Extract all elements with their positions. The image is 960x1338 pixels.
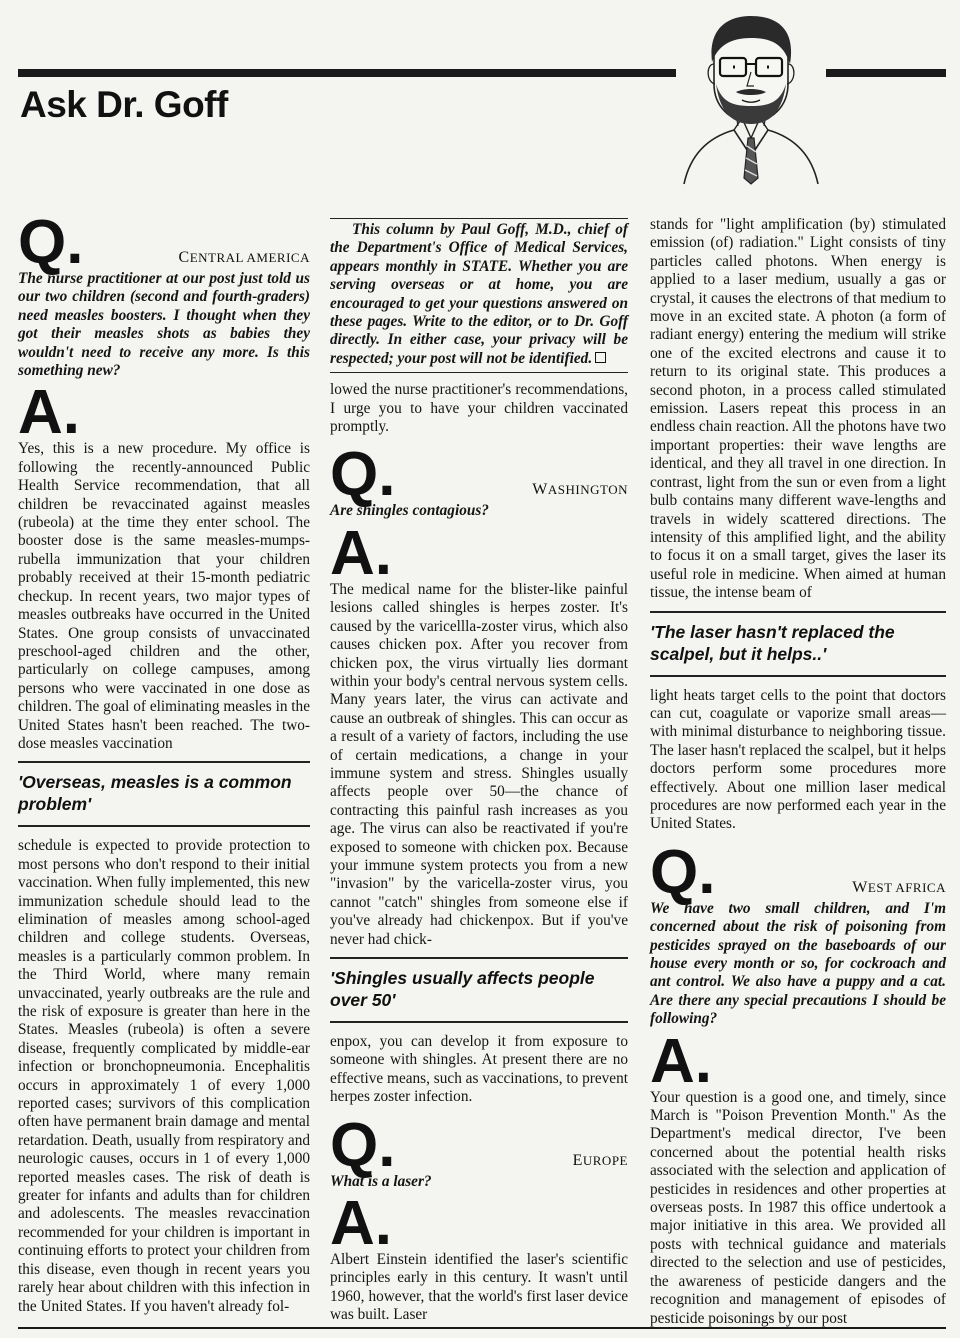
answer-text: The medical name for the blister-like painful lesions called shingles is herpes zoster. It's caused by the varicellla-zoster virus, which also causes chicken pox. After you recover from chicken pox, the virus virtually lies dormant within your body's central nervous system cells. Many years later, the virus can activate and cause an outbreak of shingles. This can occur as a result of a variety of factors, including the use of certain medications, a change in your immune system and stress. Shingles usually affects people over 50—the chance of contracting this painful rash increases as you age. The virus can also be reactivated if you're exposed to someone with chicken pox. Because your immune system protects you from a new "invasion" by the varicella-zoster virus, you cannot "catch" shingles from someone else if you've already had chickenpox. But if you've never had chick-	[330, 580, 628, 948]
question-marker: Q. WEST AFRICA	[650, 837, 946, 907]
page-title: Ask Dr. Goff	[20, 84, 228, 125]
column-3	[650, 216, 946, 1328]
answer-text-continued: enpox, you can develop it from exposure to someone with shingles. At present there are no effective means, such as vaccinations, to prevent herpes zoster infection.	[330, 1033, 628, 1106]
question-text: The nurse practitioner at our post just told us our two children (second and fourth-graders) need measles boosters. I thought when they got their measles shots as babies they wouldn't need to receive any more. Is this something new?	[18, 270, 310, 380]
question-text: Are shingles contagious?	[330, 502, 489, 520]
footer-rule	[18, 1327, 946, 1329]
question-marker: Q. CENTRAL AMERICA	[18, 208, 310, 277]
answer-marker: A.	[330, 1189, 392, 1259]
question-marker: Q. WASHINGTON	[330, 440, 628, 510]
column-1	[18, 208, 310, 1316]
answer-marker: A.	[650, 1026, 712, 1096]
answer-text: Your question is a good one, and timely, since March is "Poison Prevention Month." As the Department's medical director, I've been concerned about the potential health risks associated with the selection and application of pesticides in residences and other properties at overseas posts. In 1987 this office undertook a major initiative in this area. We provided all posts with technical guidance and materials directed to the selection and use of pesticides, the awareness of pesticide dangers and the recognition and management of episodes of pesticide poisonings by our post	[650, 1088, 946, 1327]
answer-text-end: light heats target cells to the point that doctors can cut, coagulate or vaporize small areas—with minimal disturbance to neighboring tissue. The laser hasn't replaced the scalpel, but it helps doctors perform some procedures more effectively. About one million laser medical procedures are now performed each year in the United States.	[650, 686, 946, 833]
answer-text: Albert Einstein identified the laser's scientific principles early in this century. It wasn't until 1960, however, that the world's first laser device was built. Laser	[330, 1251, 628, 1324]
question-region: WASHINGTON	[532, 481, 628, 499]
end-box-icon	[595, 352, 606, 363]
pull-quote: 'The laser hasn't replaced the scalpel, but it helps..'	[650, 611, 946, 677]
question-region: WEST AFRICA	[852, 878, 946, 896]
question-text: What is a laser?	[330, 1172, 432, 1190]
question-region: EUROPE	[572, 1151, 628, 1169]
answer-text-end: lowed the nurse practitioner's recommendations, I urge you to have your children vaccinated promptly.	[330, 381, 628, 436]
column-info-sidebar: This column by Paul Goff, M.D., chief of the Department's Office of Medical Services, appears monthly in STATE. Whether you are serving overseas or at home, you are encouraged to get your questions answered on these pages. Write to the editor, or to Dr. Goff directly. In either case, your privacy will be respected; your post will not be identified.	[330, 218, 628, 373]
author-portrait-illustration	[676, 6, 826, 186]
answer-marker: A.	[18, 378, 80, 448]
column-2	[330, 218, 628, 1325]
answer-marker: A.	[330, 518, 392, 588]
answer-text: Yes, this is a new procedure. My office is following the recently-announced Public Health Service recommendation, that all children be revaccinated against measles (rubeola) at the time they enter school. The booster dose is the same measles-mumps-rubella immunization that your children probably received at their 15-month pediatric checkup. In recent years, two major types of measles outbreaks have occurred in the United States. One group consists of unvaccinated preschool-aged children and the other, particularly on college campuses, among persons who were vaccinated in one dose as children. The goal of eliminating measles in the United States hasn't been reached. The two-dose measles vaccination	[18, 440, 310, 752]
pull-quote: 'Shingles usually affects people over 50'	[330, 957, 628, 1023]
answer-text-continued: schedule is expected to provide protection to most persons who don't respond to their initial vaccination. When fully implemented, this new immunization schedule should lead to the elimination of measles among school-aged children and college students. Overseas, measles is a particularly common problem. In the Third World, where many remain unvaccinated, yearly outbreaks are the rule and the risk of exposure is greater than here in the States. Measles (rubeola) is often a severe disease, frequently complicated by middle-ear infection or bronchopneumonia. Encephalitis occurs in approximately 1 of every 1,000 reported cases; survivors of this complication often have permanent brain damage and mental retardation. Death, usually from respiratory and neurologic causes, occurs in 1 of every 1,000 reported measles cases. The risk of death is greater for infants and adults than for children and adolescents. The measles revaccination recommended for your children is important in continuing efforts to protect your children from this disease, even though in recent years you rarely hear about children with this infection in the United States. If you haven't already fol-	[18, 837, 310, 1315]
question-region: CENTRAL AMERICA	[178, 249, 310, 266]
question-text: We have two small children, and I'm concerned about the risk of poisoning from pesticides sprayed on the baseboards of our house every month or so, for cockroach and ant control. We also have a puppy and a cat. Are there any special precautions I should be following?	[650, 899, 946, 1028]
pull-quote: 'Overseas, measles is a common problem'	[18, 761, 310, 827]
question-marker: Q. EUROPE	[330, 1110, 628, 1180]
answer-text-continued: stands for "light amplification (by) stimulated emission (of) radiation." Light consists of tiny particles called photons. When energy is applied to a laser medium, usually a gas or crystal, it causes the electrons of that medium to move in an excited state. A photon (a form of radiant energy) entering the medium will strike one of the excited electrons and cause it to return to its original state. This produces a second photon, in a process called stimulated emission. Lasers repeat this process in an endless chain reaction. All the photons have two important properties: their wave lengths are identical, and they all travel in one direction. In contrast, light from the sun or even from a light bulb contains many different wave-lengths and travels in widely scattered directions. The intensity of this amplified light, and the ability to focus it on a small target, gives the laser its useful role in medicine. When aimed at human tissue, the intense beam of	[650, 216, 946, 602]
